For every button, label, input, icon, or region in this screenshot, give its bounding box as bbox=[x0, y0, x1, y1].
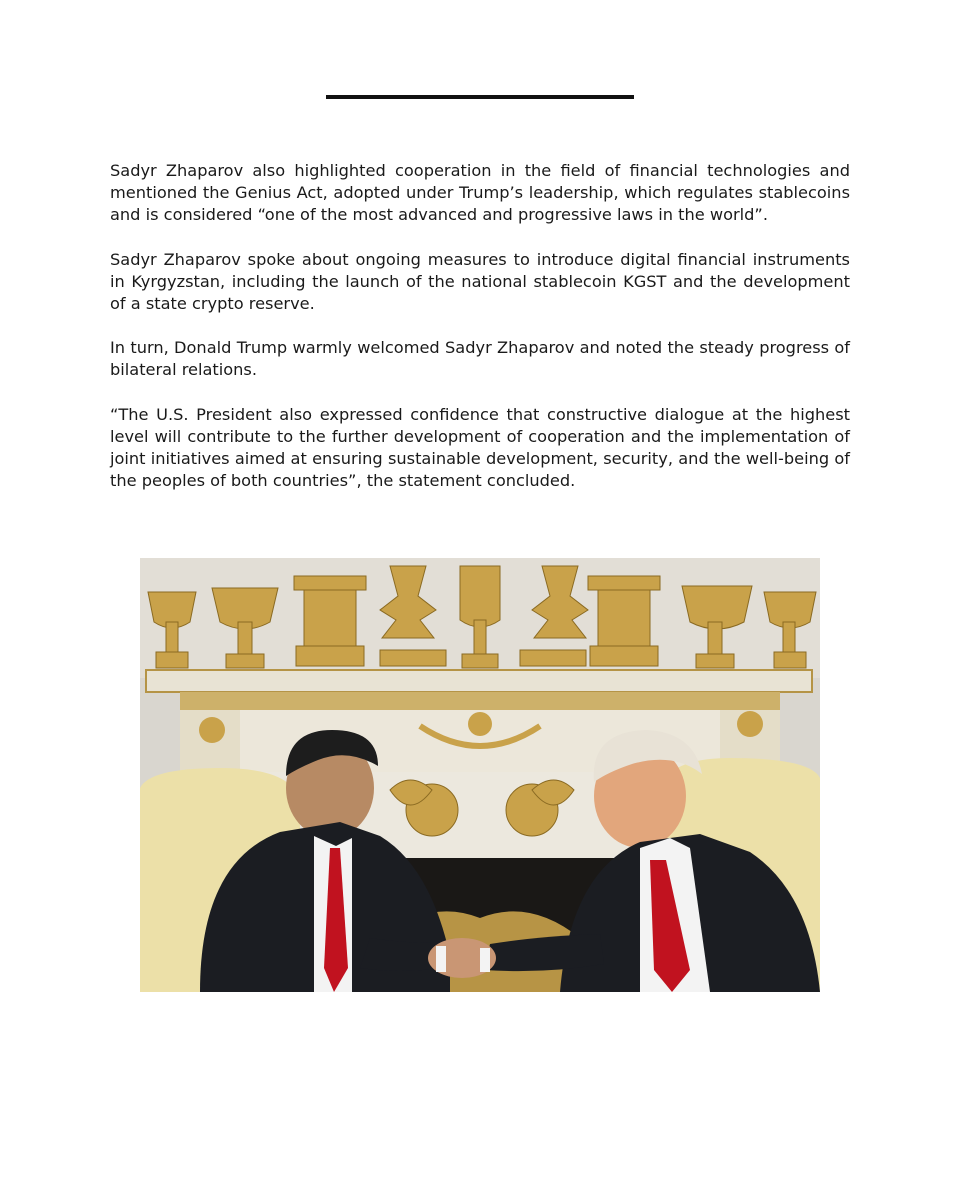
article-body bbox=[110, 160, 850, 514]
article-photo bbox=[140, 558, 820, 992]
article-paragraph-3: In turn, Donald Trump warmly welcomed Sadyr Zhaparov and noted the steady progress of bilateral relations. bbox=[110, 338, 850, 380]
article-paragraph-1: Sadyr Zhaparov also highlighted cooperation in the field of financial technologies and mentioned the Genius Act, adopted under Trump’s leadership, which regulates stablecoins and is considered “one of the most advanced and progressive laws in the world”. bbox=[110, 161, 850, 225]
article-paragraph-2: Sadyr Zhaparov spoke about ongoing measures to introduce digital financial instruments in Kyrgyzstan, including the launch of the national stablecoin KGST and the development of a state crypto reserve. bbox=[110, 249, 850, 314]
handshake-photo-illustration bbox=[140, 558, 820, 992]
article-paragraph-4: “The U.S. President also expressed confidence that constructive dialogue at the highest level will contribute to the further development of cooperation and the implementation of joint initiatives aimed at ensuring sustainable development, security, and the well-being of the peoples of both countries”, the statement concluded. bbox=[110, 404, 850, 491]
header-divider bbox=[326, 95, 634, 99]
